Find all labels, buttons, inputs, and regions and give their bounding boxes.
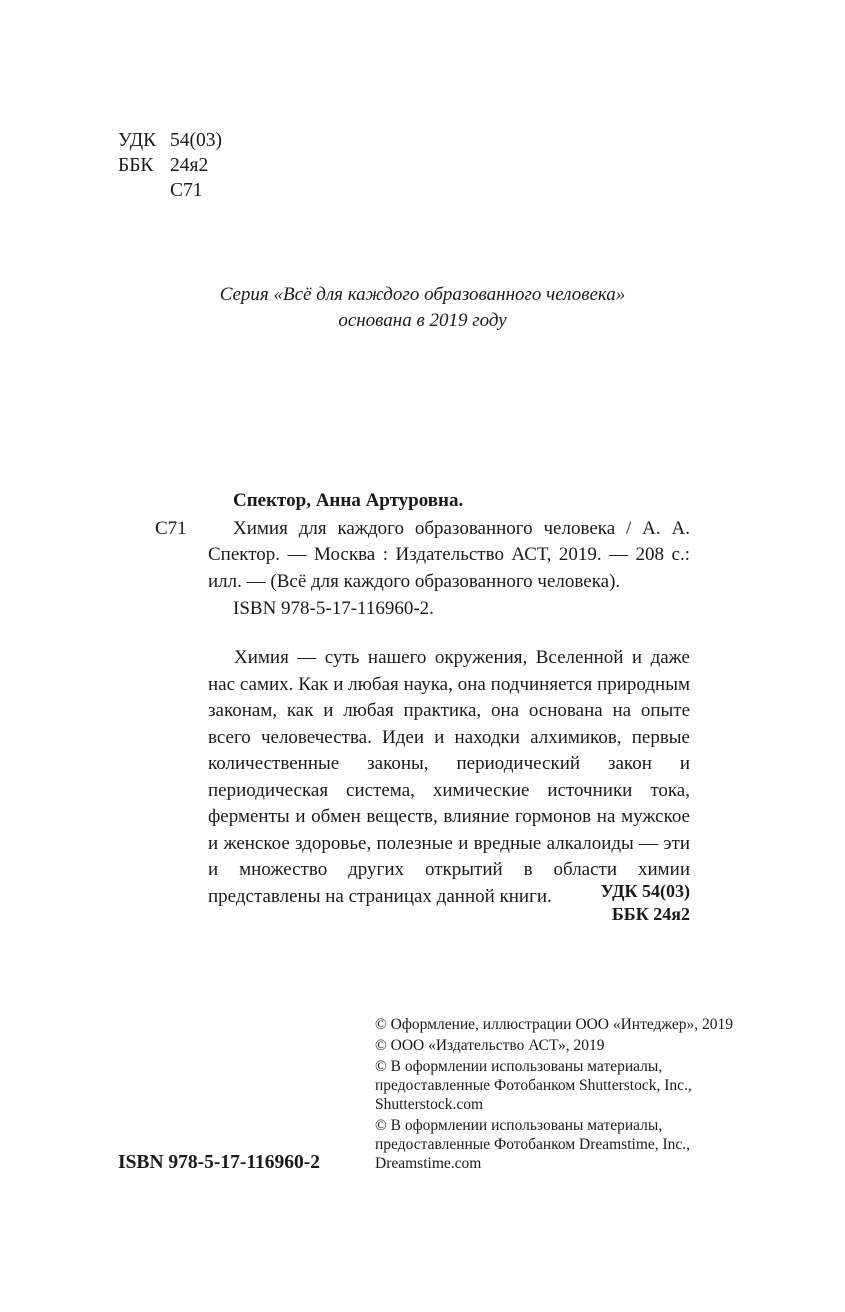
classification-footer [0, 880, 845, 926]
udk-row [118, 128, 222, 153]
copyright-shutterstock: © В оформлении использованы материалы, предоставленные Фотобанком Shutterstock, Inc., Shutterstock.com [375, 1058, 692, 1113]
series-founded: основана в 2019 году [338, 310, 507, 331]
record-shelf-mark: С71 [155, 517, 187, 539]
copyright-design: © Оформление, иллюстрации ООО «Интеджер», 2019 [375, 1016, 734, 1033]
copyright-notices [375, 1015, 735, 1175]
record-description: Химия для каждого образованного человека / А. А. Спектор. — Москва : Издательство АСТ, 2019. — 208 с.: илл. — (Всё для каждого образованного человека). [208, 517, 690, 592]
bbk-footer: ББК 24я2 [611, 904, 690, 924]
copyright-publisher: © ООО «Издательство АСТ», 2019 [375, 1037, 605, 1054]
udk-footer: УДК 54(03) [600, 881, 690, 901]
description-wrapper [155, 516, 690, 623]
series-title: Серия «Всё для каждого образованного человека» [219, 284, 626, 305]
shelf-mark-value: С71 [170, 180, 203, 201]
author-name: Спектор, Анна Артуровна. [233, 490, 464, 511]
bbk-value: 24я2 [170, 155, 209, 176]
copyright-dreamstime: © В оформлении использованы материалы, предоставленные Фотобанком Dreamstime, Inc., Dreamstime.com [375, 1117, 691, 1172]
udk-label: УДК [118, 130, 157, 151]
isbn-footer: ISBN 978-5-17-116960-2 [118, 1152, 321, 1173]
classification-block [118, 128, 222, 203]
bbk-row [118, 153, 222, 178]
bbk-label: ББК [118, 155, 154, 176]
annotation-text: Химия — суть нашего окружения, Вселенной и даже нас самих. Как и любая наука, она подчиняется природным законам, как и любая практика, она основана на опыте всего человечества. Идеи и находки алхимиков, первые количественные законы, периодический закон и периодическая система, химические источники тока, ферменты и обмен веществ, влияние гормонов на мужское и женское здоровье, полезные и вредные алкалоиды — эти и множество других открытий в области химии представлены на страницах данной книги. [208, 647, 690, 907]
record-isbn: ISBN 978-5-17-116960-2. [233, 598, 434, 619]
bibliographic-record [155, 488, 690, 623]
udk-value: 54(03) [170, 130, 222, 151]
shelf-mark-row [118, 178, 222, 203]
series-statement [0, 282, 845, 334]
